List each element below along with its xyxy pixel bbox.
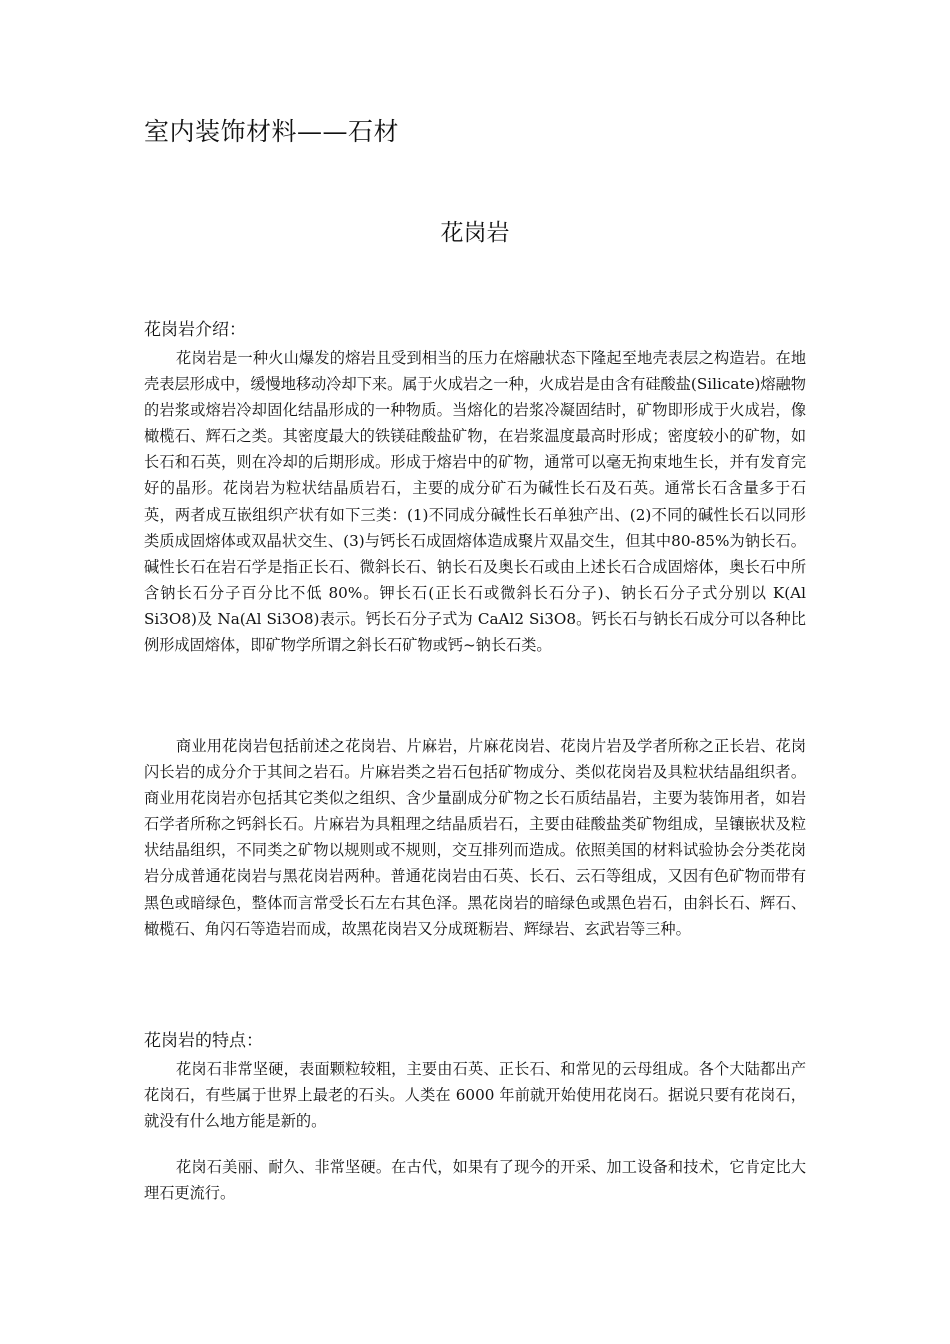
section-title: 花岗岩 <box>440 220 510 246</box>
features-paragraph-1: 花岗石非常坚硬，表面颗粒较粗，主要由石英、正长石、和常见的云母组成。各个大陆都出产花岗石，有些属于世界上最老的石头。人类在 6000 年前就开始使用花岗石。据说只要有花岗石，就没有什么地方能是新的。 <box>144 1060 806 1131</box>
intro-paragraph-2: 商业用花岗岩包括前述之花岗岩、片麻岩，片麻花岗岩、花岗片岩及学者所称之正长岩、花岗闪长岩的成分介于其间之岩石。片麻岩类之岩石包括矿物成分、类似花岗岩及具粒状结晶组织者。商业用花岗岩亦包括其它类似之组织、含少量副成分矿物之长石质结晶岩，主要为装饰用者，如岩石学者所称之钙斜长石。片麻岩为具粗理之结晶质岩石，主要由硅酸盐类矿物组成，呈镶嵌状及粒状结晶组织，不同类之矿物以规则或不规则，交互排列而造成。依照美国的材料试验协会分类花岗岩分成普通花岗岩与黑花岗岩两种。普通花岗岩由石英、长石、云石等组成，又因有色矿物而带有黑色或暗绿色，整体而言常受长石左右其色泽。黑花岗岩的暗绿色或黑色岩石，由斜长石、辉石、橄榄石、角闪石等造岩而成，故黑花岗岩又分成斑粝岩、辉绿岩、玄武岩等三种。 <box>144 737 806 938</box>
document-title: 室内装饰材料——石材 <box>144 117 400 146</box>
features-heading: 花岗岩的特点： <box>144 1031 263 1051</box>
intro-heading: 花岗岩介绍： <box>144 320 246 340</box>
features-paragraph-2: 花岗石美丽、耐久、非常坚硬。在古代，如果有了现今的开采、加工设备和技术，它肯定比大理石更流行。 <box>144 1158 806 1203</box>
intro-paragraph-1: 花岗岩是一种火山爆发的熔岩且受到相当的压力在熔融状态下隆起至地壳表层之构造岩。在地壳表层形成中，缓慢地移动冷却下来。属于火成岩之一种，火成岩是由含有硅酸盐(Silicate)熔融物的岩浆或熔岩冷却固化结晶形成的一种物质。当熔化的岩浆冷凝固结时，矿物即形成于火成岩，像橄榄石、辉石之类。其密度最大的铁镁硅酸盐矿物，在岩浆温度最高时形成；密度较小的矿物，如长石和石英，则在冷却的后期形成。形成于熔岩中的矿物，通常可以毫无拘束地生长，并有发育完好的晶形。花岗岩为粒状结晶质岩石，主要的成分矿石为碱性长石及石英。通常长石含量多于石英，两者成互嵌组织产状有如下三类：(1)不同成分碱性长石单独产出、(2)不同的碱性长石以同形类质成固熔体或双晶状交生、(3)与钙长石成固熔体造成聚片双晶交生，但其中80-85%为钠长石。碱性长石在岩石学是指正长石、微斜长石、钠长石及奥长石或由上述长石合成固熔体，奥长石中所含钠长石分子百分比不低 80%。钾长石(正长石或微斜长石分子)、钠长石分子式分别以 K(Al Si3O8)及 Na(Al Si3O8)表示。钙长石分子式为 CaAl2 Si3O8。钙长石与钠长石成分可以各种比例形成固熔体，即矿物学所谓之斜长石矿物或钙~钠长石类。 <box>144 349 806 655</box>
